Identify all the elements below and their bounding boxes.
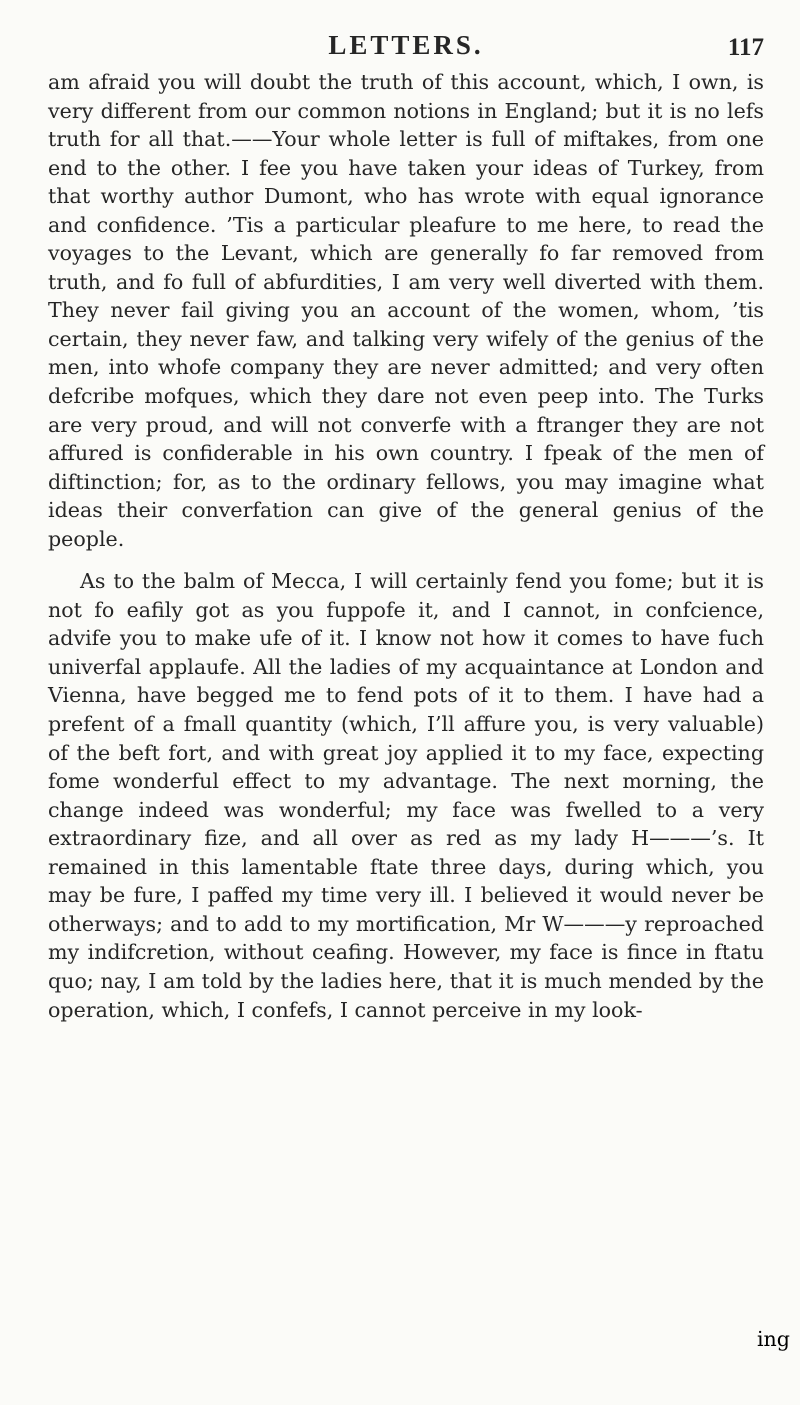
page-number: 117	[727, 34, 764, 61]
paragraph-2: As to the balm of Mecca, I will certainly fend you fome; but it is not fo eafily got as you fuppofe it, and I cannot, in confcience, advife you to make ufe of it. I know not how it comes to have fuch univerfal applaufe. All the ladies of my acquaintance at London and Vienna, have begged me to fend pots of it to them. I have had a prefent of a fmall quantity (which, I’ll affure you, is very valuable) of the beft fort, and with great joy applied it to my face, expecting fome wonderful effect to my advantage. The next morning, the change indeed was wonderful; my face was fwelled to a very extraordinary fize, and all over as red as my lady H———’s. It remained in this lamentable ftate three days, during which, you may be fure, I paffed my time very ill. I believed it would never be otherways; and to add to my mortification, Mr W———y reproached my indifcretion, without ceafing. However, my face is fince in ftatu quo; nay, I am told by the ladies here, that it is much mended by the operation, which, I confefs, I cannot perceive in my look-	[48, 569, 764, 1022]
paragraph-1: am afraid you will doubt the truth of this account, which, I own, is very different from our common notions in England; but it is no lefs truth for all that.——Your whole letter is full of miftakes, from one end to the other. I fee you have taken your ideas of Turkey, from that worthy author Dumont, who has wrote with equal ignorance and confidence. ’Tis a particular pleafure to me here, to read the voyages to the Levant, which are generally fo far removed from truth, and fo full of abfurdities, I am very well diverted with them. They never fail giving you an account of the women, whom, ’tis certain, they never faw, and talking very wifely of the genius of the men, into whofe company they are never admitted; and very often defcribe mofques, which they dare not even peep into. The Turks are very proud, and will not converfe with a ftranger they are not affured is confiderable in his own country. I fpeak of the men of diftinction; for, as to the ordinary fellows, you may imagine what ideas their converfation can give of the general genius of the people.	[48, 70, 764, 551]
running-head	[48, 30, 764, 66]
catchword: ing	[756, 1327, 790, 1351]
book-page	[48, 30, 764, 1024]
running-title: LETTERS.	[328, 30, 484, 60]
